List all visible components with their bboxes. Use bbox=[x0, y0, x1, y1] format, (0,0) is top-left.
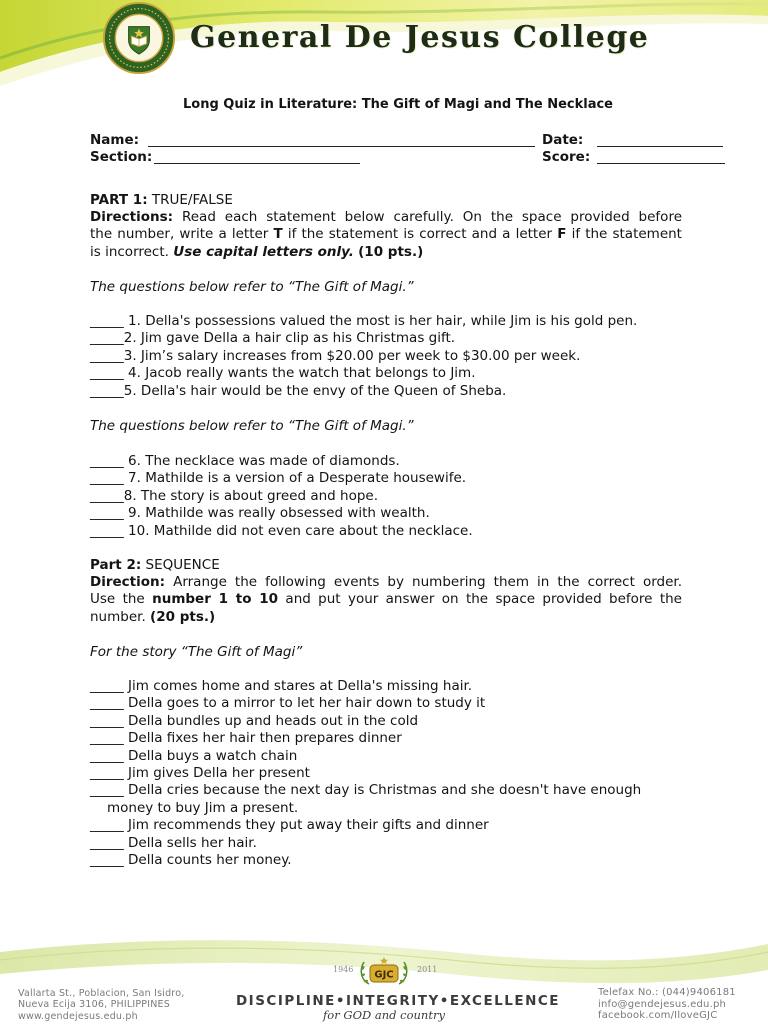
direction-label: Direction: bbox=[90, 574, 166, 590]
direction-text: Arrange the following events by numbering them in the correct order. bbox=[173, 574, 682, 590]
sequence-item: _____ Jim gives Della her present bbox=[90, 764, 310, 781]
section-label: Section: bbox=[90, 149, 153, 165]
direction-line bbox=[90, 591, 682, 608]
address-line: Vallarta St., Poblacion, San Isidro, bbox=[18, 988, 185, 999]
directions-line bbox=[90, 244, 682, 261]
gjc-emblem-logo bbox=[355, 956, 413, 988]
sequence-item: _____ Della goes to a mirror to let her hair down to study it bbox=[90, 695, 486, 712]
true-false-item: _____ 6. The necklace was made of diamonds. bbox=[90, 453, 400, 469]
directions-line bbox=[90, 209, 682, 226]
current-year: 2011 bbox=[417, 965, 438, 974]
sequence-item: _____ Della buys a watch chain bbox=[90, 747, 298, 764]
college-tagline: for GOD and country bbox=[323, 1008, 445, 1022]
facebook-link: facebook.com/IloveGJC bbox=[598, 1010, 718, 1021]
group1-intro: The questions below refer to “The Gift of Magi.” bbox=[90, 279, 414, 295]
direction-line bbox=[90, 574, 682, 591]
directions-text: if the statement bbox=[571, 226, 682, 243]
true-false-item: _____ 1. Della's possessions valued the most is her hair, while Jim is his gold pen. bbox=[90, 313, 638, 329]
group1-items bbox=[90, 313, 682, 400]
part1-heading bbox=[90, 192, 682, 209]
part2-heading bbox=[90, 557, 682, 574]
part1-type: TRUE/FALSE bbox=[151, 192, 233, 208]
letter-false: F bbox=[557, 226, 567, 243]
telefax-number: Telefax No.: (044)9406181 bbox=[598, 987, 736, 998]
footer-contact bbox=[598, 987, 763, 1022]
true-false-item: _____ 10. Mathilde did not even care about the necklace. bbox=[90, 522, 473, 539]
sequence-item-continuation: money to buy Jim a present. bbox=[107, 799, 299, 816]
directions-label: Directions: bbox=[90, 209, 174, 225]
emblem-text: GJC bbox=[374, 969, 394, 981]
direction-text: number. bbox=[90, 608, 146, 625]
direction-text: Use the bbox=[90, 591, 145, 608]
part2-direction bbox=[90, 574, 682, 626]
sequence-item: _____ Della fixes her hair then prepares dinner bbox=[90, 730, 402, 747]
date-answer-line bbox=[597, 146, 723, 147]
sequence-intro: For the story “The Gift of Magi” bbox=[90, 644, 303, 660]
website-link: www.gendejesus.edu.ph bbox=[18, 1010, 138, 1022]
directions-line bbox=[90, 226, 682, 243]
directions-text: if the statement is correct and a letter bbox=[287, 226, 553, 243]
direction-range: number 1 to 10 bbox=[152, 591, 279, 608]
part1-directions bbox=[90, 209, 682, 261]
group2-items bbox=[90, 453, 682, 540]
letter-true: T bbox=[273, 226, 283, 243]
part2-type: SEQUENCE bbox=[145, 557, 220, 573]
directions-text: the number, write a letter bbox=[90, 226, 269, 243]
college-name: General De Jesus College bbox=[190, 20, 650, 55]
sequence-item: _____ Della counts her money. bbox=[90, 851, 292, 868]
true-false-item: _____ 9. Mathilde was really obsessed with wealth. bbox=[90, 505, 430, 522]
name-label: Name: bbox=[90, 132, 140, 148]
part1-label: PART 1: bbox=[90, 192, 148, 208]
quiz-title: Long Quiz in Literature: The Gift of Magi and The Necklace bbox=[183, 97, 613, 112]
directions-points: (10 pts.) bbox=[358, 243, 424, 260]
sequence-items bbox=[90, 678, 682, 869]
college-seal-logo bbox=[101, 1, 177, 75]
direction-line bbox=[90, 609, 682, 626]
address-line: Nueva Ecija 3106, PHILIPPINES bbox=[18, 999, 170, 1011]
true-false-item: _____5. Della's hair would be the envy of the Queen of Sheba. bbox=[90, 382, 507, 399]
founding-year: 1946 bbox=[333, 965, 354, 974]
section-answer-line bbox=[154, 163, 360, 164]
footer-address bbox=[18, 988, 228, 1022]
true-false-item: _____ 4. Jacob really wants the watch that belongs to Jim. bbox=[90, 365, 476, 382]
true-false-item: _____3. Jim’s salary increases from $20.00 per week to $30.00 per week. bbox=[90, 347, 581, 364]
date-label: Date: bbox=[542, 132, 584, 148]
directions-emphasis: Use capital letters only. bbox=[173, 243, 354, 260]
sequence-item: _____ Della cries because the next day is Christmas and she doesn't have enough bbox=[90, 782, 642, 799]
direction-points: (20 pts.) bbox=[150, 608, 216, 625]
direction-text: and put your answer on the space provided before the bbox=[285, 591, 682, 608]
sequence-item: _____ Della sells her hair. bbox=[90, 834, 257, 851]
sequence-item: _____ Della bundles up and heads out in the cold bbox=[90, 712, 419, 729]
name-answer-line bbox=[148, 146, 535, 147]
college-motto: DISCIPLINE•INTEGRITY•EXCELLENCE bbox=[235, 993, 561, 1009]
group2-intro: The questions below refer to “The Gift of Magi.” bbox=[90, 418, 414, 434]
true-false-item: _____8. The story is about greed and hope. bbox=[90, 487, 379, 504]
sequence-item: _____ Jim recommends they put away their gifts and dinner bbox=[90, 817, 489, 834]
directions-text: is incorrect. bbox=[90, 243, 169, 260]
part2-label: Part 2: bbox=[90, 557, 142, 573]
score-label: Score: bbox=[542, 149, 591, 165]
score-answer-line bbox=[597, 163, 725, 164]
sequence-item: _____ Jim comes home and stares at Della's missing hair. bbox=[90, 678, 473, 694]
true-false-item: _____ 7. Mathilde is a version of a Desperate housewife. bbox=[90, 470, 467, 487]
true-false-item: _____2. Jim gave Della a hair clip as his Christmas gift. bbox=[90, 330, 456, 347]
directions-text: Read each statement below carefully. On the space provided before bbox=[181, 209, 683, 225]
email-address: info@gendejesus.edu.ph bbox=[598, 998, 727, 1010]
